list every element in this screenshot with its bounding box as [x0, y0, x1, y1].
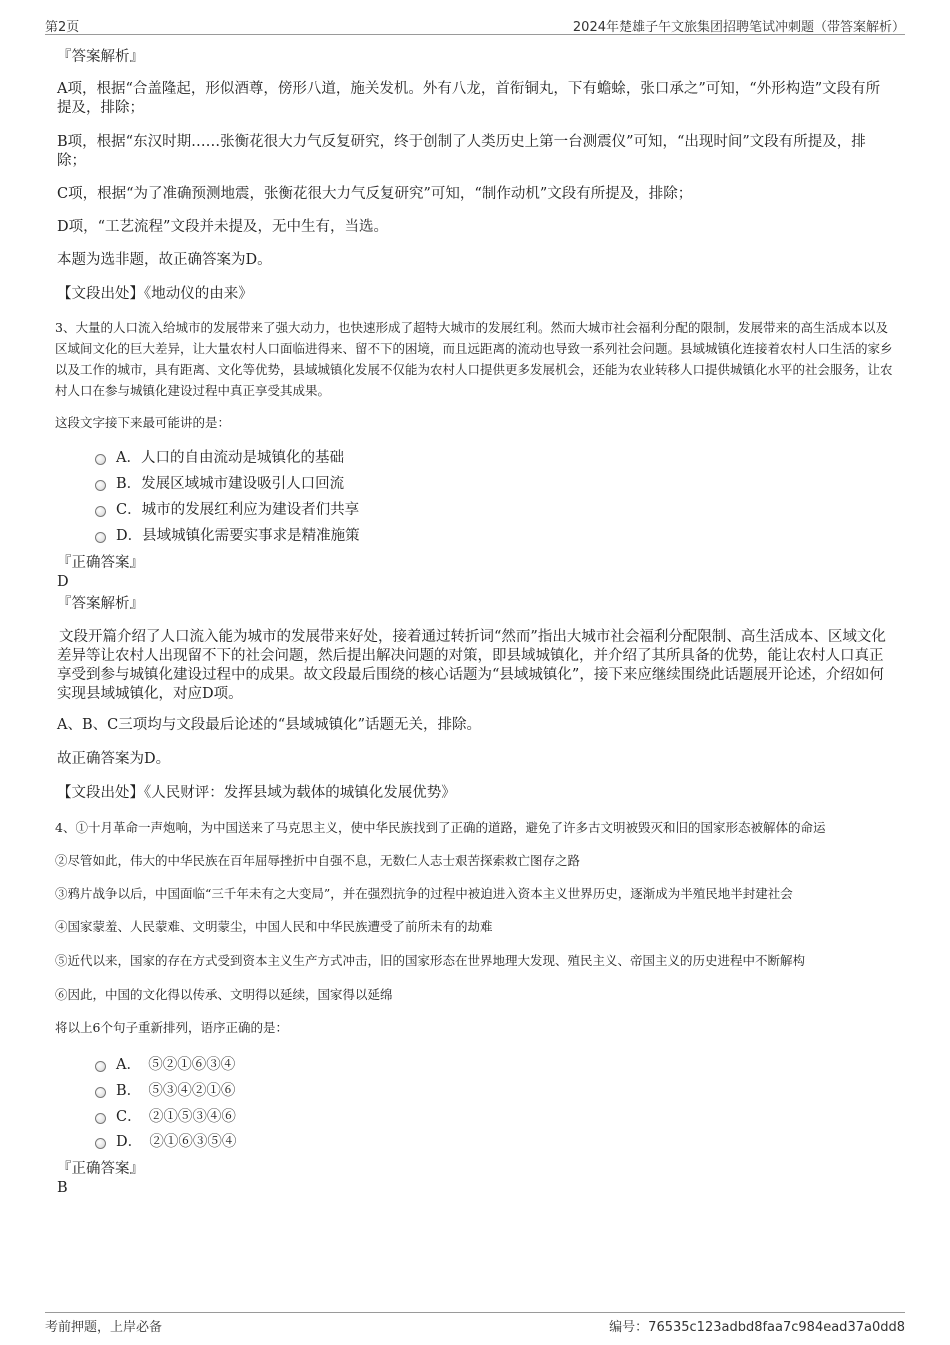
- radio-icon[interactable]: [95, 480, 106, 491]
- radio-icon[interactable]: [95, 532, 106, 543]
- radio-icon[interactable]: [95, 1113, 106, 1124]
- option-label: B． ⑤③④②①⑥: [116, 1083, 236, 1099]
- q2-analysis-label: 『答案解析』: [57, 49, 144, 65]
- q4-option-a[interactable]: [95, 1055, 235, 1075]
- q4-option-c[interactable]: [95, 1107, 236, 1127]
- q3-option-d[interactable]: [95, 526, 360, 546]
- option-label: A．人口的自由流动是城镇化的基础: [116, 450, 344, 466]
- document-id: 编号：76535c123adbd8faa7c984ead37a0dd8: [609, 1320, 905, 1335]
- radio-icon[interactable]: [95, 454, 106, 465]
- q3-stem: 3、大量的人口流入给城市的发展带来了强大动力，也快速形成了超特大城市的发展红利。然而大城市社会福利分配的限制，发展带来的高生活成本以及区域间文化的巨大差异，让大量农村人口面临进得来、留不下的困境，而且远距离的流动也导致一系列社会问题。县域城镇化连接着农村人口生活的家乡以及工作的城市，具有距离、文化等优势，县域城镇化发展不仅能为农村人口提供更多发展机会，还能为农业转移人口提供城镇化水平的社会服务，让农村人口在参与城镇化建设过程中真正享受其成果。: [55, 320, 893, 398]
- q4-answer: B: [57, 1180, 68, 1196]
- q3-answer: D: [57, 574, 69, 590]
- q4-option-d[interactable]: [95, 1132, 236, 1152]
- q3-option-a[interactable]: [95, 448, 344, 468]
- q3-analysis-label: 『答案解析』: [57, 596, 144, 612]
- q3-source: 【文段出处】《人民财评：发挥县域为载体的城镇化发展优势》: [57, 785, 456, 801]
- radio-icon[interactable]: [95, 506, 106, 517]
- q4-sentence-2: ②尽管如此，伟大的中华民族在百年屈辱挫折中自强不息，无数仁人志士艰苦探索救亡图存之路: [55, 853, 581, 868]
- option-label: C． ②①⑤③④⑥: [116, 1109, 236, 1125]
- footer-slogan: 考前押题，上岸必备: [45, 1320, 163, 1335]
- q2-conclusion: 本题为选非题，故正确答案为D。: [57, 252, 272, 268]
- q3-answer-label: 『正确答案』: [57, 555, 144, 571]
- option-label: B．发展区域城市建设吸引人口回流: [116, 476, 345, 492]
- radio-icon[interactable]: [95, 1087, 106, 1098]
- option-label: D． ②①⑥③⑤④: [116, 1134, 237, 1150]
- option-label: C．城市的发展红利应为建设者们共享: [116, 502, 360, 518]
- q4-answer-label: 『正确答案』: [57, 1161, 144, 1177]
- q2-analysis-d: D项，“工艺流程”文段并未提及，无中生有，当选。: [57, 219, 388, 235]
- option-label: A． ⑤②①⑥③④: [116, 1057, 236, 1073]
- page-number: 第2页: [45, 20, 80, 35]
- q3-question: 这段文字接下来最可能讲的是：: [55, 415, 231, 430]
- q4-sentence-4: ④国家蒙羞、人民蒙难、文明蒙尘，中国人民和中华民族遭受了前所未有的劫难: [55, 919, 493, 934]
- page-header: [45, 14, 905, 35]
- q2-source: 【文段出处】《地动仪的由来》: [57, 286, 253, 302]
- page-footer: [45, 1312, 905, 1337]
- q2-analysis-a: A项，根据“合盖隆起，形似酒尊，傍形八道，施关发机。外有八龙，首衔铜丸，下有蟾蜍，张口承之”可知，“外形构造”文段有所提及，排除；: [57, 81, 881, 116]
- option-label: D．县域城镇化需要实事求是精准施策: [116, 528, 360, 544]
- radio-icon[interactable]: [95, 1061, 106, 1072]
- q2-analysis-b: B项，根据“东汉时期……张衡花很大力气反复研究，终于创制了人类历史上第一台测震仪”可知，“出现时间”文段有所提及，排除；: [57, 134, 866, 169]
- q4-sentence-6: ⑥因此，中国的文化得以传承、文明得以延续，国家得以延绵: [55, 987, 393, 1002]
- q3-option-b[interactable]: [95, 474, 344, 494]
- q3-option-c[interactable]: [95, 500, 359, 520]
- document-title: 2024年楚雄子午文旅集团招聘笔试冲刺题（带答案解析）: [572, 20, 905, 35]
- q4-sentence-5: ⑤近代以来，国家的存在方式受到资本主义生产方式冲击，旧的国家形态在世界地理大发现、殖民主义、帝国主义的历史进程中不断解构: [55, 953, 806, 968]
- q4-sentence-1: 4、①十月革命一声炮响，为中国送来了马克思主义，使中华民族找到了正确的道路，避免了许多古文明被毁灭和旧的国家形态被解体的命运: [55, 820, 826, 835]
- q4-question: 将以上6个句子重新排列，语序正确的是：: [55, 1020, 288, 1035]
- q4-sentence-3: ③鸦片战争以后，中国面临“三千年未有之大变局”，并在强烈抗争的过程中被迫进入资本主义世界历史，逐渐成为半殖民地半封建社会: [55, 886, 793, 901]
- q4-option-b[interactable]: [95, 1081, 235, 1101]
- radio-icon[interactable]: [95, 1138, 106, 1149]
- q2-analysis-c: C项，根据“为了准确预测地震，张衡花很大力气反复研究”可知，“制作动机”文段有所提及，排除；: [57, 186, 693, 202]
- q3-conclusion: 故正确答案为D。: [57, 751, 171, 767]
- q3-exclusion: A、B、C三项均与文段最后论述的“县域城镇化”话题无关，排除。: [57, 717, 482, 733]
- q3-analysis: 文段开篇介绍了人口流入能为城市的发展带来好处，接着通过转折词“然而”指出大城市社会福利分配限制、高生活成本、区域文化差异等让农村人出现留不下的社会问题，然后提出解决问题的对策，即县域城镇化，并介绍了其所具备的优势，能让农村人口真正享受到参与城镇化建设过程中的成果。故文段最后围绕的核心话题为“县域城镇化”，接下来应继续围绕此话题展开论述，介绍如何实现县域城镇化，对应D项。: [57, 629, 886, 702]
